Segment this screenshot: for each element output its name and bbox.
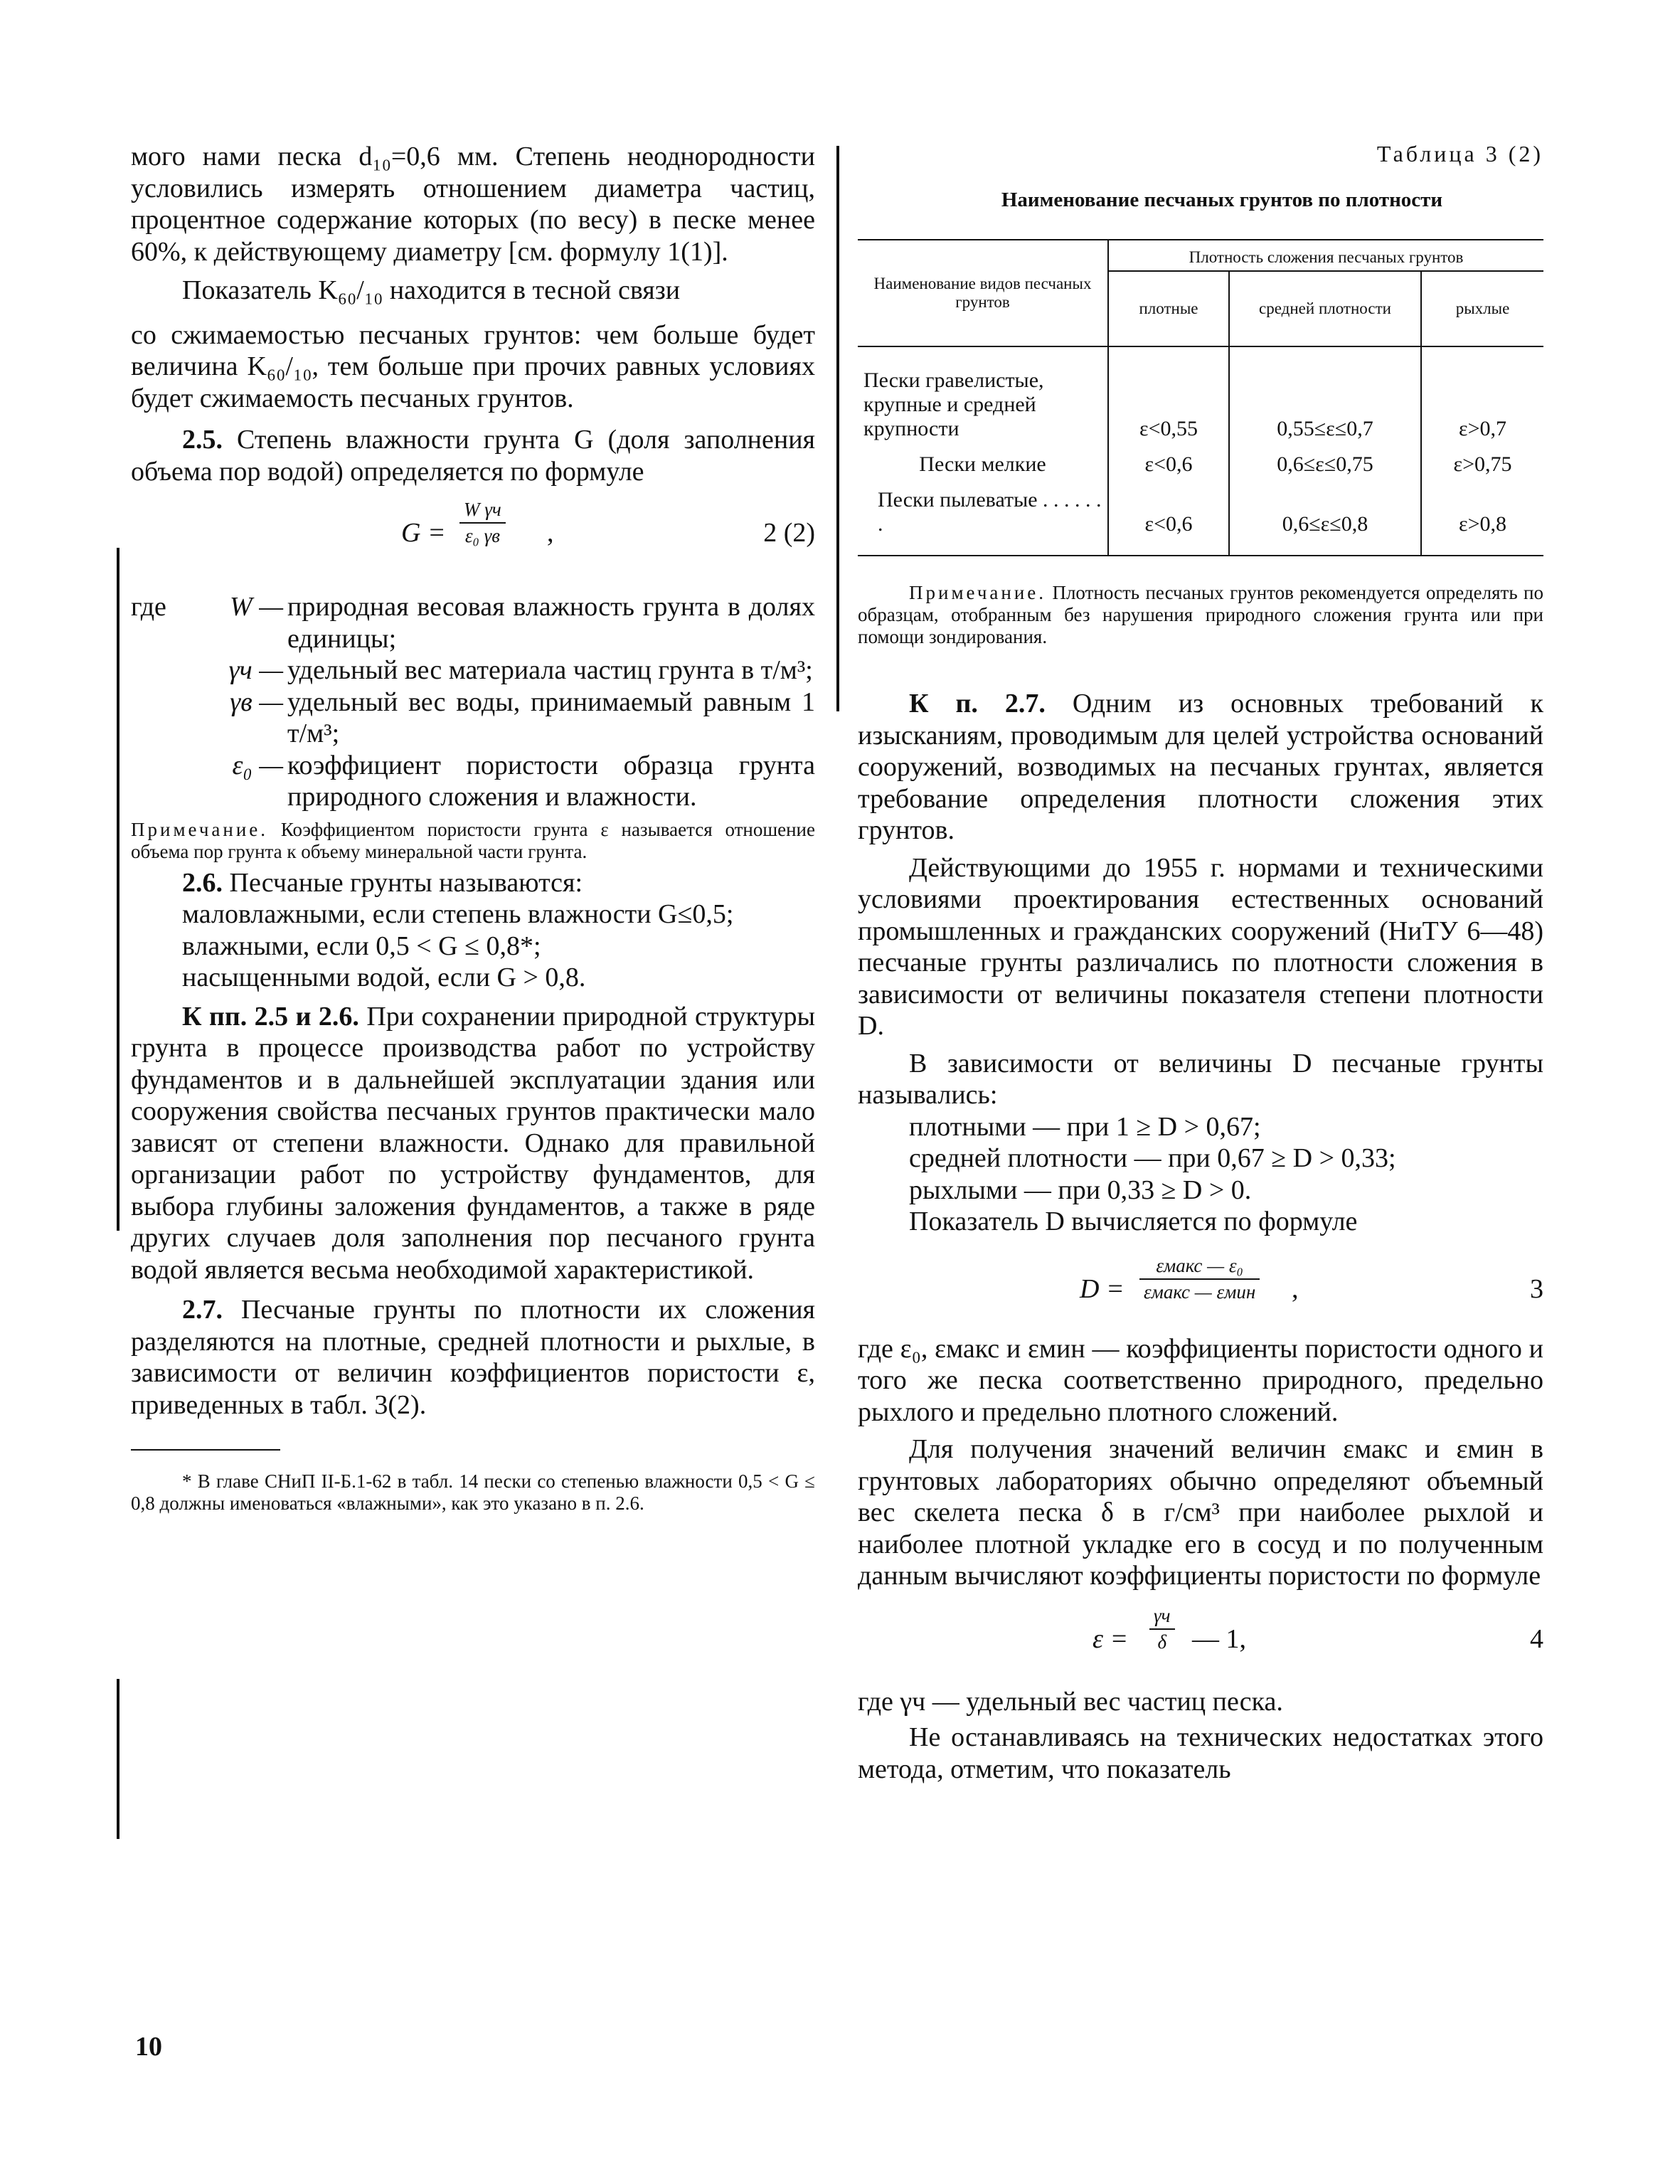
table-row-3-name: Пески пылеватые . . . . . . . [858, 478, 1108, 556]
definition-gamma-ch-text: удельный вес материала частиц грунта в т/м³; [287, 655, 813, 685]
note-1 [131, 819, 815, 863]
definition-epsilon-0-symbol: ε₀ — [232, 750, 283, 780]
table-row [858, 442, 1543, 478]
table-header-dense: плотные [1108, 271, 1229, 346]
note-1-label: Примечание. [131, 818, 269, 840]
section-2-6 [131, 867, 815, 899]
definition-epsilon-0-text: коэффициент пористости образца грунта природного сложения и влажности. [287, 750, 815, 812]
table-row [858, 478, 1543, 556]
table-row-3-loose: ε>0,8 [1421, 478, 1543, 556]
section-2-7-number: 2.7. [182, 1295, 223, 1325]
note-1-text: Коэффициентом пористости грунта ε называется отношение объема пор грунта к объему минеральной части грунта. [131, 818, 815, 862]
formula-4-numerator: γч [1154, 1604, 1171, 1626]
comment-2-7-text: Одним из основных требований к изысканиям, проводимым для целей устройства оснований сооружений, возводимых на песчаных грунтах, является требование определения плотности сложения этих грунтов. [858, 689, 1543, 845]
column-divider-line [836, 146, 839, 711]
section-2-6-number: 2.6. [182, 867, 223, 898]
section-2-6-item-3: насыщенными водой, если G > 0,8. [182, 963, 586, 992]
definition-w-symbol: W — [230, 592, 283, 622]
table-row-1-dense: ε<0,55 [1108, 346, 1229, 442]
table-row-3-medium: 0,6≤ε≤0,8 [1229, 478, 1421, 556]
formula-2-2-denominator: ε₀ γв [464, 525, 500, 546]
section-2-6-item-2: влажными, если 0,5 < G ≤ 0,8*; [182, 931, 541, 961]
formula-3-numerator: εмакс — ε₀ [1156, 1254, 1243, 1276]
formula-4-fraction [1149, 1605, 1175, 1653]
table-number: Таблица 3 (2) [1376, 141, 1543, 166]
density-item-2: средней плотности — при 0,67 ≥ D > 0,33; [909, 1143, 1396, 1173]
table-header-name: Наименование видов песчаных грунтов [858, 240, 1108, 346]
right-paragraph-5: где ε₀, εмакс и εмин — коэффициенты пористости одного и того же песка соответственно природного, предельно рыхлого и предельно плотного сложений. [858, 1333, 1543, 1427]
page-number: 10 [135, 2032, 162, 2062]
table-header-medium: средней плотности [1229, 271, 1421, 346]
formula-4-denominator: δ [1157, 1631, 1167, 1653]
comment-2-7-label: К п. 2.7. [909, 689, 1046, 719]
table-row-2-name: Пески мелкие [858, 442, 1108, 478]
formula-3-lhs: D = [1080, 1273, 1125, 1304]
left-paragraph-1: мого нами песка d₁₀=0,6 мм. Степень неоднородности условились измерять отношением диаметра частиц, процентное содержание которых (по весу) в песке менее 60%, к действующему диаметру [см. формулу 1(1)]. [131, 142, 815, 267]
table-row-2-medium: 0,6≤ε≤0,75 [1229, 442, 1421, 478]
section-2-6-text: Песчаные грунты называются: [229, 867, 583, 898]
table-header-group: Плотность сложения песчаных грунтов [1108, 240, 1543, 271]
right-column [858, 0, 1543, 1785]
formula-4-number: 4 [1530, 1623, 1543, 1654]
footnote-rule [131, 1449, 280, 1451]
comment-2-5-2-6-label: К пп. 2.5 и 2.6. [182, 1001, 359, 1032]
formula-3-comma: , [1292, 1273, 1299, 1304]
formula-3 [858, 1252, 1543, 1323]
table-note-text: Плотность песчаных грунтов рекомендуется определять по образцам, отобранным без нарушения природного сложения грунта или при помощи зондирования. [858, 582, 1543, 647]
density-item-3: рыхлыми — при 0,33 ≥ D > 0. [909, 1175, 1252, 1205]
definition-gamma-v-symbol: γв — [230, 687, 283, 717]
formula-2-2-fraction [459, 499, 506, 547]
footnote: * В главе СНиП II-Б.1-62 в табл. 14 пески со степенью влажности 0,5 < G ≤ 0,8 должны именоваться «влажными», как это указано в п. 2.6. [131, 1470, 815, 1514]
section-2-5-text: Степень влажности грунта G (доля заполнения объема пор водой) определяется по формуле [131, 425, 816, 487]
table-row-1-loose: ε>0,7 [1458, 417, 1507, 440]
formula-3-fraction-bar [1139, 1278, 1260, 1280]
definition-gamma-v [209, 687, 815, 750]
right-paragraph-3: В зависимости от величины D песчаные грунты назывались: [858, 1048, 1543, 1110]
definition-gamma-ch [209, 654, 815, 687]
table-title: Наименование песчаных грунтов по плотности [1001, 189, 1443, 211]
definition-gamma-v-text: удельный вес воды, принимаемый равным 1 т/м³; [287, 687, 815, 748]
right-paragraph-6: Для получения значений величин εмакс и εмин в грунтовых лабораториях обычно определяют объемный вес скелета песка δ в г/см³ при наиболее рыхлой и наиболее плотной укладке его в сосуд и по полученным данным вычисляют коэффициенты пористости по формуле [858, 1434, 1543, 1591]
definitions-list [131, 591, 815, 813]
formula-4-lhs: ε = [1092, 1623, 1129, 1654]
formula-2-2 [131, 497, 815, 576]
formula-2-2-comma: , [547, 518, 554, 548]
section-2-6-item-1: маловлажными, если степень влажности G≤0,5; [182, 899, 734, 929]
formula-2-2-number: 2 (2) [763, 518, 815, 548]
formula-4 [858, 1602, 1543, 1673]
formula-4-fraction-bar [1149, 1628, 1175, 1630]
right-paragraph-7: где γч — удельный вес частиц песка. [858, 1686, 1283, 1717]
table-header-loose: рыхлые [1421, 271, 1543, 346]
comment-2-5-2-6-text: При сохранении природной структуры грунта в процессе производства работ по устройству фундаментов и в дальнейшей эксплуатации здания или сооружения свойства песчаных грунтов практически мало зависят от степени влажности. Однако для правильной организации работ по устройству фундаментов, для выбора глубины заложения фундаментов, а также в ряде других случаев доля заполнения пор песчаного грунта водой является весьма необходимой характеристикой. [131, 1001, 815, 1285]
formula-4-rest: — 1, [1192, 1623, 1246, 1654]
table-row [858, 346, 1543, 442]
comment-2-5-2-6 [131, 1001, 815, 1286]
definition-w [209, 591, 815, 654]
definition-gamma-ch-symbol: γч — [228, 655, 283, 685]
table-note [858, 582, 1543, 648]
density-table [858, 239, 1543, 556]
definitions-where: где [131, 592, 166, 622]
density-item-1: плотными — при 1 ≥ D > 0,67; [909, 1111, 1261, 1142]
section-2-7 [131, 1294, 815, 1421]
right-paragraph-4: Показатель D вычисляется по формуле [909, 1207, 1358, 1236]
table-row-1-name: Пески гравелистые, крупные и средней крупности [858, 346, 1108, 442]
formula-3-number: 3 [1530, 1273, 1543, 1304]
table-header-row-1 [858, 240, 1543, 271]
table-row-2-dense: ε<0,6 [1108, 442, 1229, 478]
change-bar-left-1 [117, 548, 119, 1231]
section-2-5 [131, 424, 815, 487]
formula-3-denominator: εмакс — εмин [1144, 1281, 1256, 1303]
section-2-7-text: Песчаные грунты по плотности их сложения разделяются на плотные, средней плотности и рыхлые, в зависимости от величин коэффициентов пористости ε, приведенных в табл. 3(2). [131, 1295, 816, 1420]
right-paragraph-2: Действующими до 1955 г. нормами и техническими условиями проектирования естественных оснований промышленных и гражданских сооружений (НиТУ 6—48) песчаные грунты различались по плотности сложения в зависимости от величины показателя степени плотности D. [858, 852, 1543, 1041]
table-note-label: Примечание. [909, 582, 1047, 603]
definition-w-text: природная весовая влажность грунта в долях единицы; [287, 592, 815, 654]
section-2-5-number: 2.5. [182, 425, 223, 455]
change-bar-left-2 [117, 1679, 119, 1839]
left-paragraph-2a: Показатель K₆₀/₁₀ находится в тесной связи [182, 275, 681, 305]
formula-2-2-lhs: G = [401, 518, 446, 548]
definition-epsilon-0 [209, 750, 815, 813]
right-paragraph-8: Не останавливаясь на технических недостатках этого метода, отметим, что показатель [858, 1722, 1543, 1784]
formula-3-fraction [1139, 1255, 1260, 1303]
formula-2-2-numerator: W γч [464, 499, 501, 520]
left-paragraph-2b: со сжимаемостью песчаных грунтов: чем больше будет величина K₆₀/₁₀, тем больше при прочих равных условиях будет сжимаемость песчаных грунтов. [131, 319, 815, 413]
table-row-2-loose: ε>0,75 [1453, 452, 1512, 476]
left-column [131, 0, 815, 1515]
table-row-3-dense: ε<0,6 [1108, 478, 1229, 556]
comment-2-7 [858, 688, 1543, 847]
formula-2-2-fraction-bar [459, 522, 506, 524]
table-row-1-medium: 0,55≤ε≤0,7 [1229, 346, 1421, 442]
